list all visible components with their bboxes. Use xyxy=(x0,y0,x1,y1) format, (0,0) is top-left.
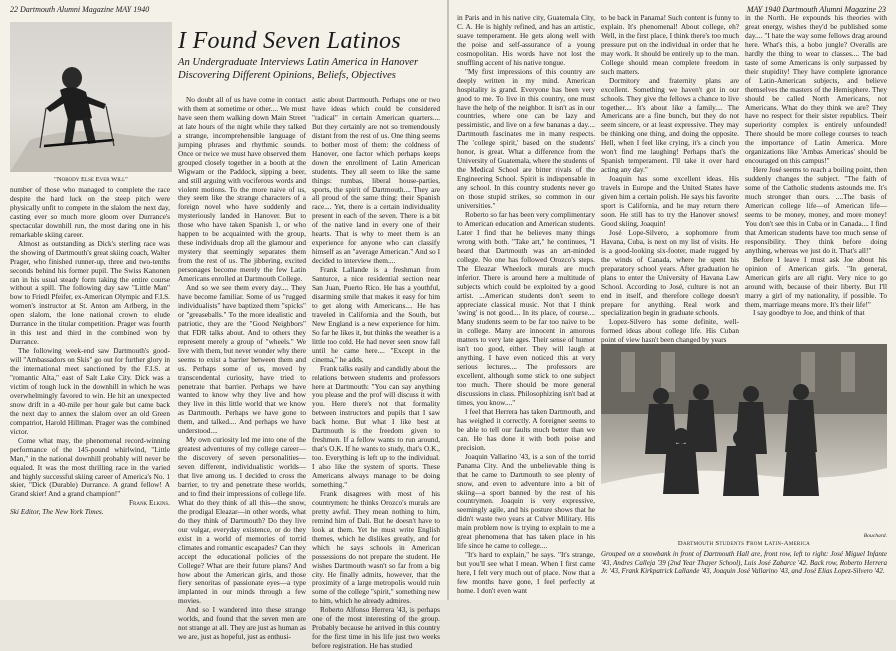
paragraph: Joaquin Vallarino '43, is a son of the torrid Panama City. And the unbelievable thing is that he came to Dartmouth to see plenty of snow, and even to adventure into a bit of skiing—a sport banned by the rest of his countrymen. Joaquin is very expressive, seemingly agile, and his posture shows that he didn't waste two years at Culver Military. His main problem now is trying to explain to me a great phenomena that has taken place in his life since he came to college.... xyxy=(457,451,595,551)
paragraph: Here José seems to reach a boiling point, then suddenly changes the subject. "The faith of some of the Catholic students astounds me. It's much stronger than ours. ....The basis of American college life—of American life—seems to be money, money, and more money! You don't see this in Cuba or in Canada.... I find that American students have too much sense of responsibility. They think before doing anything, whereas we just do it. That's all!" xyxy=(745,165,887,255)
latinos-column-4 xyxy=(601,13,739,345)
latinos-column-5 xyxy=(745,14,887,340)
paragraph: I say goodbye to Joe, and think of that xyxy=(753,308,865,318)
left-page xyxy=(0,0,447,651)
author-title: Ski Editor, The New York Times. xyxy=(10,507,104,517)
paragraph: Before I leave I must ask Joe about his opinion of American girls. "In general, American girls are all right. Very nice to go around with, because of their liberty. But I'll marry a girl of my nationality, if possible. To them, marriage means more. It's their life!" xyxy=(745,254,887,309)
paragraph: Roberto Alfonso Herrera '43, is perhaps one of the most interesting of the group. Probably because he arrived in this country for the first time in his life just two weeks before registration. He has studied xyxy=(312,605,440,651)
article-title: I Found Seven Latinos xyxy=(178,28,401,54)
paragraph: "My first impressions of this country are deeply written in my mind. American hospitality is grand. Everyone has been very good to me. To live in this country, one must have the help of the neighbor. It isn't as in our countries, where one can be lazy and pessimistic, and live on a few bananas a day.... Dartmouth fascinates me in many respects. The 'college spirit,' based on the students' honor, is great. What a difference from the University of Guatemala, where the students of the Medical School are bitter rivals of the Engineering School. Spirit is indispensable in any school. In this country students never go on those stupid strikes, so common in our universities." xyxy=(457,66,595,211)
skier-illustration xyxy=(10,22,172,172)
photo-credit: Bouchard. xyxy=(863,533,887,539)
paragraph: My own curiosity led me into one of the greatest adventures of my college career—the discovery of seven personalities—seven different, individualistic worlds—that live among us. I decided to cross the barrier, to try and penetrate these worlds, and to find their impressions of college life. What do they think of all this—the snow, the prodigal Eleazar—in other words, what do they think of Dartmouth? Do they live our vulgar, everyday existence, or do they exist in a world of memories of torrid climates and romantic escapades? Can they accept the educational policies of the College? What are their future plans? And how about the American girls, and those fiery senoritas of passionate eyes—a type implanted in our minds through a few movies. xyxy=(178,435,306,606)
paragraph: Dormitory and fraternity plans are excellent. Something we haven't got in our schools. They give the fellows a chance to live together.... It's about like a family.... The Americans are a fine bunch, but they do not seem sincere, or at least expressive. They may be thinking one thing, and doing the opposite. Hell, when I feel like crying, it's a cinch you won't find me laughing! Perhaps that's the Spanish temperament. I'll take it over hard acting any day." xyxy=(601,75,739,175)
paragraph: astic about Dartmouth. Perhaps one or two have ideas which could be considered "radical" in certain American quarters.... But they certainly are not so tremendously distant from the rest of us. One thing seems to bother most of them: the coldness of Hanover, one factor which perhaps keeps down the enrollment of Latin American students. They all seem to like the same things: rumbas, liberal house-parties, sports, the spirit of Dartmouth.... They are all proud of the same thing: their Spanish race.... Yet, there is a certain individuality present in each of the seven. There is a bit of the native land in every one of their hearts. That is why to meet them is an experience for anyone who can classify himself as an "average American." And so I decided to interview them.... xyxy=(312,95,440,266)
paragraph: And so I wandered into these strange worlds, and found that the seven men are not strange at all. They are just as human as we are, just as hopeful, just as enthusi- xyxy=(178,605,306,642)
paragraph: No doubt all of us have come in contact with them at sometime or other.... We must have seen them walking down Main Street at late hours of the night while they talked a strange, incomprehensible language of jumping phrases and rhythmic sounds. Once or twice we must have observed them grouped closely together in a booth at the Wigwam or the Paddock, sipping a beer, and still arguing with vociferous words and violent motions. To the more naive of us, they seem like the strange characters of a foreign novel who have suddenly and mysteriously landed in Hanover. But to those who have taken Spanish 1, or who happen to be acquainted with the group, these individuals drop all the glamour and mystery that seemingly separates them from the rest of us. The jibbering, excited personages become merely the few Latin Americans enrolled at Dartmouth College. xyxy=(178,95,306,284)
students-photo-title: Dartmouth Students From Latin-America xyxy=(677,540,811,547)
paragraph: Almost as outstanding as Dick's sterling race was the showing of Dartmouth's great skiing coach, Walter Prager, who finished runner-up, three and two-tenths seconds behind his former pupil. The Swiss Kanonen ran in his usual steady form taking the entire course without a spill. The following day saw "Little Man" bow to Friedl Pfeifer, ex-American Olympic and F.I.S. women's instructor at St. Anton am Arlberg, in the open slalom, the lone national crown to elude Durrance in the titular competition. Prager was fourth in this test and third in the combined won by Durrance. xyxy=(10,238,170,347)
paragraph: José Lope-Silvero, a sophomore from Havana, Cuba, is next on my list of visits. He is a good-looking six-footer, made rugged by the winds of Canada, where he spent his preparatory school years. After graduation he plans to enter the University of Havana Law School. According to José, culture is not an end in itself, and therefore college doesn't prepare for anything. Real work and specialization begin in graduate schools. xyxy=(601,227,739,318)
paragraph: The following week-end saw Dartmouth's good-will "Ambassadors on Skis" go out for further glory in the international meet sanctioned by the F.I.S. at "romantic Alta," east of Salt Lake City. Dick was a victim of tough luck in the downhill in which he was overwhelmingly favored to win. He hit an unexpected snow drift in a 40-mile per hour gale but came back the next day to annex the slalom over an old Green compatriot, Harold Hillman. Prager was the combined victor. xyxy=(10,346,170,436)
paragraph: in Paris and in his native city, Guatemala City, C. A. He is highly refined, and has an artistic, suave temperament. He gets along well with the poise and self-assurance of a young cosmopolitan. His words have not lost the snuffling accent of his native tongue. xyxy=(457,13,595,67)
left-running-header: 22 Dartmouth Alumni Magazine MAY 1940 xyxy=(10,5,150,14)
paragraph: Lopez-Silvero has some definite, well-formed ideas about college life. His Cuban point of view hasn't been changed by years xyxy=(601,317,739,345)
author-signature: Frank Elkins. xyxy=(128,498,170,508)
paragraph: Frank Lallande is a freshman from Santurce, a nice residential section near San Juan, Puerto Rico. He has a youthful, disarming smile that makes it easy for him to get along with Americans.... He has traveled in California and the South, but New England is a new experience for him. So far he likes it, but thinks the weather is a little too cold. He had never seen snow fall until he came here.... "Except in the cinema," he adds. xyxy=(312,265,440,364)
paragraph: Come what may, the phenomenal record-winning performance of the 145-pound whirlwind, "Little Man," in the national downhill probably will never be equaled. It was the most thrilling race in the varied and highly successful skiing career of America's No. 1 skier, "Dick (Durable) Durrance. A grand fellow! A Grand skier! And a grand champion!" xyxy=(10,435,170,499)
paragraph: number of those who managed to complete the race despite the hard luck on the steep pitch were physically unfit to compete in the slalom the next day, casting ever so much more gloom over Durrance's spectacular downhill run, the most daring one in his remarkable skiing career. xyxy=(10,185,170,239)
paragraph: "It's hard to explain," he says. "It's strange, but you'll see what I mean. When I first came here, I felt very much out of place. Now that a few months have gone, I feel perfectly at home. I don't even want xyxy=(457,550,595,595)
latinos-column-2 xyxy=(312,95,440,651)
right-running-header: MAY 1940 Dartmouth Alumni Magazine 23 xyxy=(746,5,886,14)
students-photo-caption: Grouped on a snowbank in front of Dartmouth Hall are, front row, left to right: José Miguel Infante '43, Andres Calleja '39 (2nd Year Thayer School), Luis José Zabarce '42. Back row, Roberto Herrera Jr. '43, Frank Kirkpatrick Lallande '43, Joaquin José Vallarino '43, and José Elias Lopez-Silvero '42. xyxy=(601,550,887,576)
ski-article-column xyxy=(10,186,170,596)
article-subtitle: An Undergraduate Interviews Latin America in Hanover Discovering Different Opinions, Beliefs, Objectives xyxy=(178,57,419,81)
paragraph: Frank disagrees with most of his countrymen: he thinks Orozco's murals are pretty awful. They mean nothing to him, remind him of Dali. But he doesn't have to look at them. Yet he must write English themes, which he dislikes greatly, and for which he says schools in American possessions do not prepare the student. He wishes Dartmouth wasn't so far from a big city. He finally admits, however, that the proximity of a large metropolis would ruin some of the college "spirit," something new to him, which he already admires. xyxy=(312,488,440,606)
paragraph: Joaquin has some excellent ideas. His travels in Europe and the United States have given him a certain polish. He says his favorite sport is California, and he may return there soon. He still has to try the Hanover snows! Good skiing, Joaquin! xyxy=(601,174,739,228)
students-group-illustration xyxy=(601,344,887,530)
paragraph: I feel that Herrera has taken Dartmouth, and has weighed it correctly. A foreigner seems to be able to tell our faults much better than we can. He has done it with both poise and precision. xyxy=(457,406,595,452)
paragraph: And so we see them every day.... They have become familiar. Some of us "rugged individualists" have baptized them "spicks" or "greaseballs." To the more idealistic and patriotic, they are the "Good Neighbors" that FDR talks about. And to others they represent merely a group of "wheels." We live with them, but never wonder why there seems to exist a barrier between them and us. Perhaps some of us, moved by transcendental curiosity, have tried to penetrate that barrier. Perhaps we have wanted to know why they live and how they live in this little world that we know as Dartmouth. Perhaps we have gone to them, and talked.... And perhaps we have understood.... xyxy=(178,283,306,436)
paragraph: in the North. He expounds his theories with great energy, wishes they'd be published some day.... "I hate the way some fellows drag around here. What's this, a hobo jungle? Overalls are hardly the thing to wear to classes.... The bad taste of some Americans is only surpassed by their stupidity! They have complete ignorance of Latin-American subjects, and believe themselves the masters of the Hemisphere. They should be called North Americans, not Americans. What do they think we are? They have no respect for their sister republics. Their superiority complex is entirely unfounded! There should be more college courses to teach the importance of Latin America. More organizations like 'Ambas Americas' should be encouraged on this campus!" xyxy=(745,13,887,166)
paragraph: Roberto so far has been very complimentary to American education and American students. Later I find that he believes many things wrong with both. "Take art," he continues, "I heard that Dartmouth was an art-minded college. No one has followed Orozco's steps. The Eleazar Wheelock murals are much inferior. There is around here a multitude of subjects which could be exploited by a good artist. ...American students don't seem to appreciate classical music. Not that I think 'swing' is not good.... In its place, of course.... Many students seem to be far too naive to be in college. Many are innocent in amorous matters to very late ages. Their sense of humor isn't too good, either. They will laugh at anything. I have even noticed this at very serious lectures.... The professors are excellent, although some stick to one subject too much. There should be more general discussions in class. Philosophizing isn't bad at times, you know...." xyxy=(457,209,595,407)
skier-photo-caption: "Nobody Else Ever Will" xyxy=(54,176,128,183)
latinos-column-1 xyxy=(178,95,306,642)
skier-photo xyxy=(10,22,172,172)
right-page xyxy=(449,0,896,600)
paragraph: to be back in Panama! Such content is funny to explain. It's phenomenal! About college, eh? Well, in the first place, I think there's too much pressure put on the individual in order that he may work. It should be entirely up to the man. College should mean complete freedom in such matters. xyxy=(601,13,739,76)
students-photo xyxy=(601,344,887,530)
paragraph: Frank talks easily and candidly about the relations between students and professors here at Dartmouth: "You can say anything you please and the prof will discuss it with you. Here there's not that formality between instructors and pupils that I saw back home. But what I like best at Dartmouth is the freedom given to freshmen. If a fellow wants to run around, that's O.K. If he wants to study, that's O.K., too. Everything is left up to the individual. I also like the system of sports. These Americans always manage to be doing something." xyxy=(312,363,440,489)
latinos-column-3 xyxy=(457,14,595,598)
